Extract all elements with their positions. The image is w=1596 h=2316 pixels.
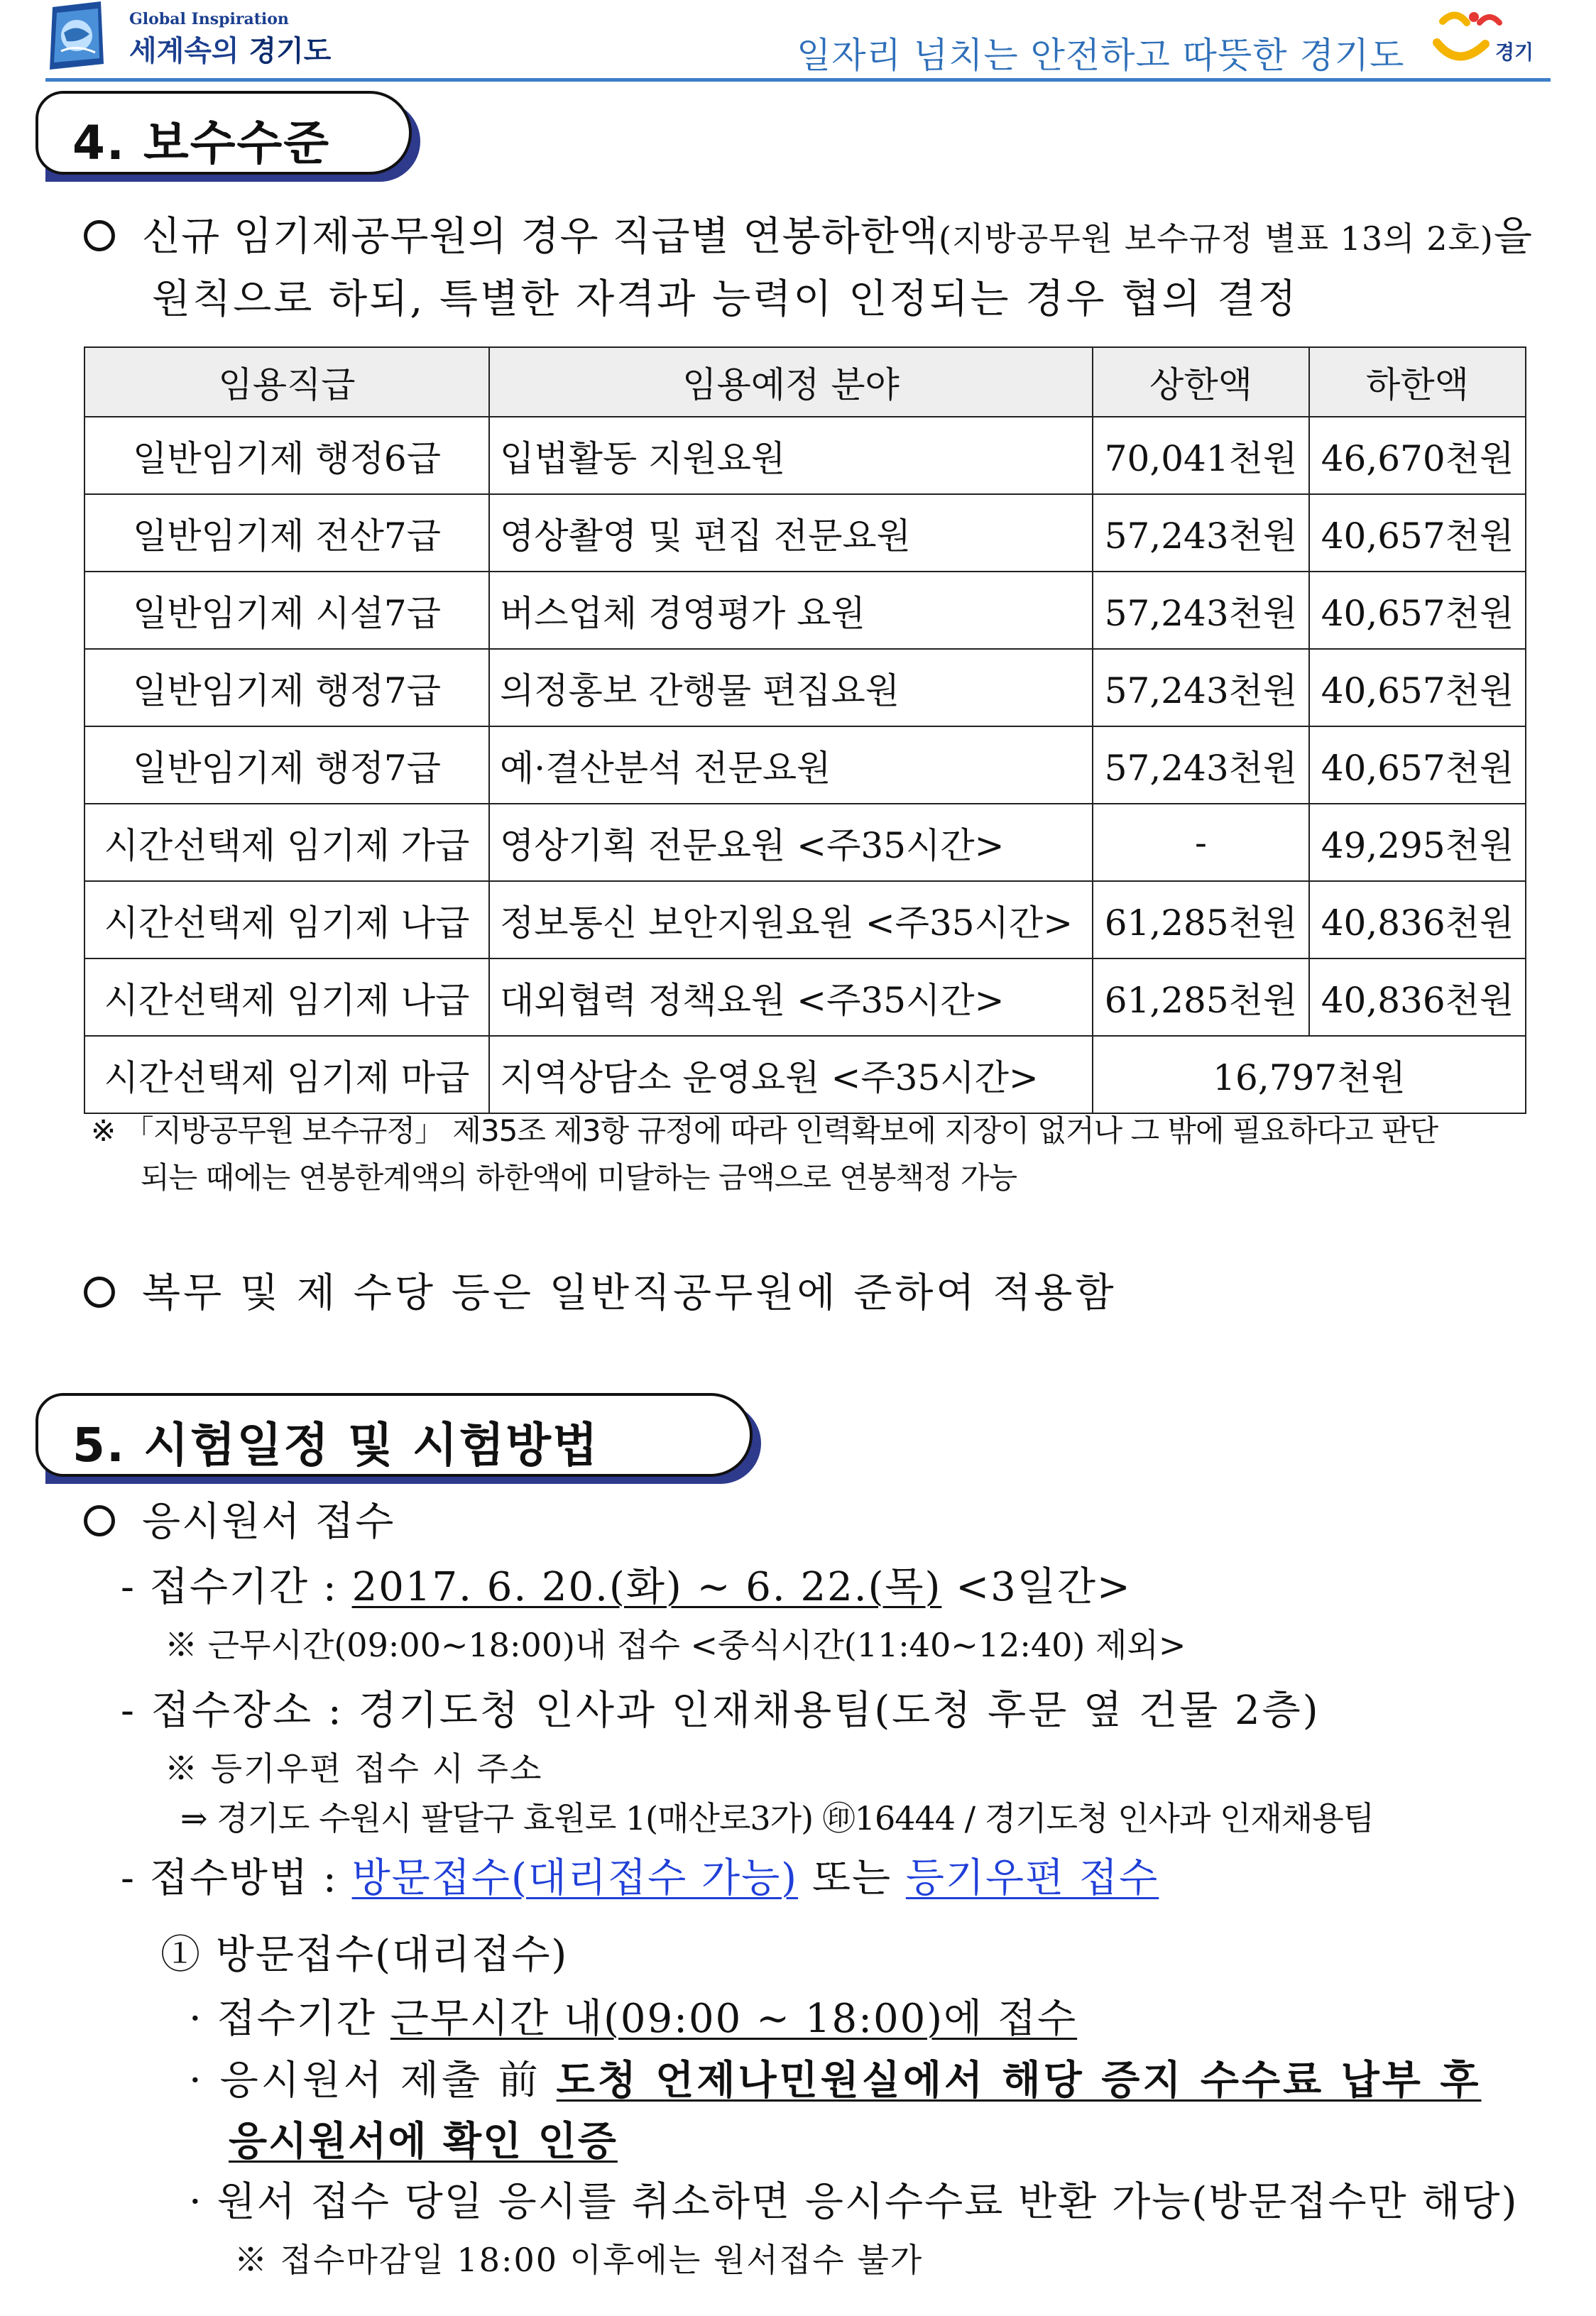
- cell-grade: 시간선택제 임기제 나급: [84, 958, 489, 1036]
- cell-min: 40,836천원: [1309, 958, 1526, 1036]
- table-row: [84, 572, 1526, 649]
- application-period-label: - 접수기간 :: [121, 1564, 352, 1610]
- visit-item-1: [189, 1988, 1077, 2050]
- cell-max: 57,243천원: [1093, 649, 1309, 726]
- cell-max: 61,285천원: [1093, 958, 1309, 1036]
- circle-bullet-icon: [84, 1505, 115, 1536]
- cell-grade: 일반임기제 전산7급: [84, 494, 489, 572]
- cell-min: 46,670천원: [1309, 417, 1526, 494]
- visit-deadline-note: ※ 접수마감일 18:00 이후에는 원서접수 불가: [234, 2241, 924, 2279]
- cell-grade: 시간선택제 임기제 가급: [84, 804, 489, 881]
- table-row: [84, 804, 1526, 881]
- cell-field: 대외협력 정책요원 <주35시간>: [489, 958, 1093, 1036]
- cell-grade: 일반임기제 행정6급: [84, 417, 489, 494]
- cell-field: 예·결산분석 전문요원: [489, 726, 1093, 804]
- cell-max: 61,285천원: [1093, 881, 1309, 958]
- header-divider: [45, 78, 1551, 82]
- visit-item-1-hours: 근무시간 내(09:00 ~ 18:00)에 접수: [390, 1996, 1078, 2042]
- cell-max: 57,243천원: [1093, 494, 1309, 572]
- visit-title: ① 방문접수(대리접수): [160, 1932, 569, 1978]
- visit-item-2-fee: 도청 언제나민원실에서 해당 증지 수수료 납부 후: [556, 2057, 1482, 2104]
- cell-fixed-amount: 16,797천원: [1093, 1036, 1526, 1113]
- pay-table-header-grade: 임용직급: [84, 347, 489, 417]
- application-period-note: ※ 근무시간(09:00~18:00)내 접수 <중식시간(11:40~12:40) 제외>: [165, 1626, 1186, 1664]
- cell-max: 57,243천원: [1093, 572, 1309, 649]
- cell-max: -: [1093, 804, 1309, 881]
- header-slogan: 일자리 넘치는 안전하고 따뜻한 경기도: [797, 35, 1405, 76]
- pay-intro-line2: 원칙으로 하되, 특별한 자격과 능력이 인정되는 경우 협의 결정: [152, 276, 1299, 322]
- table-row: [84, 881, 1526, 958]
- mail-address: ⇒ 경기도 수원시 팔달구 효원로 1(매산로3가) ㊞16444 / 경기도청 인사과 인재채용팀: [180, 1799, 1374, 1837]
- application-period-suffix: <3일간>: [941, 1564, 1132, 1610]
- brand-mark-text: 경기: [1495, 40, 1534, 64]
- allowance-line: [84, 1262, 1117, 1325]
- section-5-title: [35, 1393, 753, 1477]
- visit-item-1-label: · 접수기간: [189, 1996, 390, 2042]
- pay-note-line1: ※ 「지방공무원 보수규정」 제35조 제3항 규정에 따라 인력확보에 지장이 없거나 그 밖에 필요하다고 판단: [91, 1113, 1438, 1148]
- gyeonggi-globe-logo-icon: [48, 1, 105, 70]
- circle-bullet-icon: [84, 1277, 115, 1308]
- logo-title: [129, 28, 331, 69]
- pay-intro-regulation: (지방공무원 보수규정 별표 13의 2호): [939, 219, 1494, 258]
- cell-grade: 일반임기제 행정7급: [84, 649, 489, 726]
- visit-item-2: [189, 2049, 1482, 2112]
- pay-table-header-max: 상한액: [1093, 347, 1309, 417]
- cell-grade: 일반임기제 행정7급: [84, 726, 489, 804]
- cell-field: 지역상담소 운영요원 <주35시간>: [489, 1036, 1093, 1113]
- logo-slogan-english: Global Inspiration: [129, 10, 289, 28]
- logo-title-strong: 경기도: [248, 35, 332, 67]
- brand-mark: [1430, 1, 1543, 75]
- pay-table-header-row: [84, 347, 1526, 417]
- application-period: [121, 1556, 1132, 1619]
- section-4-title: [35, 91, 412, 175]
- application-method: [121, 1847, 1159, 1910]
- allowance-text: 복무 및 제 수당 등은 일반직공무원에 준하여 적용함: [142, 1270, 1117, 1316]
- cell-field: 영상기획 전문요원 <주35시간>: [489, 804, 1093, 881]
- cell-field: 버스업체 경영평가 요원: [489, 572, 1093, 649]
- cell-min: 40,657천원: [1309, 726, 1526, 804]
- cell-min: 49,295천원: [1309, 804, 1526, 881]
- pay-intro-line1: [84, 206, 1533, 270]
- cell-max: 70,041천원: [1093, 417, 1309, 494]
- pay-intro-text-a: 신규 임기제공무원의 경우 직급별 연봉하한액: [142, 214, 939, 260]
- cell-min: 40,657천원: [1309, 494, 1526, 572]
- section-5-title-text: 5. 시험일정 및 시험방법: [72, 1418, 599, 1473]
- application-heading-text: 응시원서 접수: [142, 1499, 395, 1545]
- cell-min: 40,657천원: [1309, 572, 1526, 649]
- logo-title-prefix: 세계속의: [129, 35, 249, 67]
- method-visit-link: 방문접수(대리접수 가능): [351, 1855, 799, 1901]
- application-period-dates: 2017. 6. 20.(화) ~ 6. 22.(목): [351, 1564, 942, 1610]
- pay-table: [84, 346, 1526, 1114]
- cell-grade: 시간선택제 임기제 마급: [84, 1036, 489, 1113]
- cell-field: 정보통신 보안지원요원 <주35시간>: [489, 881, 1093, 958]
- table-row: [84, 494, 1526, 572]
- method-mail-link: 등기우편 접수: [905, 1855, 1159, 1901]
- table-row: [84, 417, 1526, 494]
- mail-address-note: ※ 등기우편 접수 시 주소: [165, 1749, 543, 1788]
- visit-item-2-label: · 응시원서 제출 前: [189, 2058, 557, 2104]
- cell-min: 40,657천원: [1309, 649, 1526, 726]
- cell-field: 의정홍보 간행물 편집요원: [489, 649, 1093, 726]
- pay-table-header-field: 임용예정 분야: [489, 347, 1093, 417]
- cell-min: 40,836천원: [1309, 881, 1526, 958]
- table-row: [84, 1036, 1526, 1113]
- cell-grade: 일반임기제 시설7급: [84, 572, 489, 649]
- cell-grade: 시간선택제 임기제 나급: [84, 881, 489, 958]
- section-4-title-text: 4. 보수수준: [72, 116, 330, 170]
- application-method-label: - 접수방법 :: [121, 1855, 352, 1901]
- visit-item-2-cert: 응시원서에 확인 인증: [229, 2118, 618, 2165]
- cell-field: 입법활동 지원요원: [489, 417, 1093, 494]
- application-place: - 접수장소 : 경기도청 인사과 인재채용팀(도청 후문 옆 건물 2층): [121, 1688, 1321, 1734]
- cell-field: 영상촬영 및 편집 전문요원: [489, 494, 1093, 572]
- table-row: [84, 726, 1526, 804]
- method-or: 또는: [798, 1855, 906, 1901]
- table-row: [84, 649, 1526, 726]
- table-row: [84, 958, 1526, 1036]
- cell-max: 57,243천원: [1093, 726, 1309, 804]
- pay-intro-text-c: 을: [1493, 214, 1533, 260]
- page-header: [45, 0, 1551, 80]
- application-heading: [84, 1491, 395, 1553]
- pay-note-line2: 되는 때에는 연봉한계액의 하한액에 미달하는 금액으로 연봉책정 가능: [141, 1160, 1017, 1195]
- pay-table-header-min: 하한액: [1309, 347, 1526, 417]
- visit-item-3: · 원서 접수 당일 응시를 취소하면 응시수수료 반환 가능(방문접수만 해당): [189, 2179, 1519, 2225]
- visit-item-2-cont: [229, 2110, 618, 2173]
- circle-bullet-icon: [84, 220, 115, 251]
